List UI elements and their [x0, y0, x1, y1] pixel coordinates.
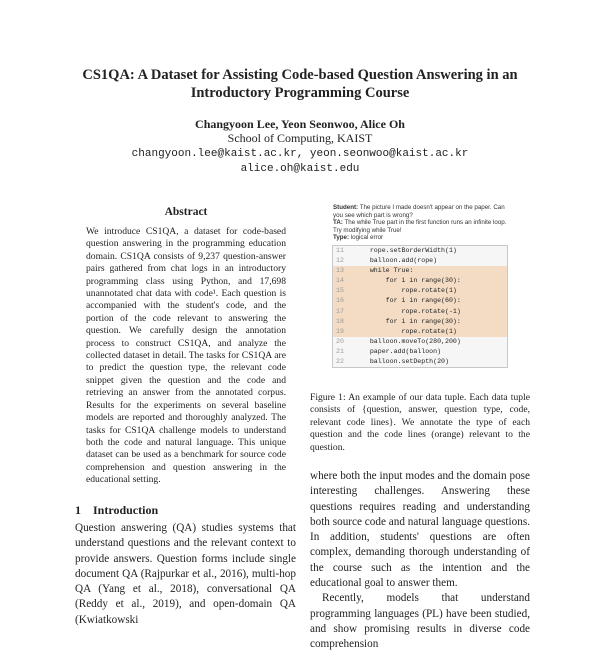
- code-text: rope.setBorderWidth(1): [354, 246, 457, 254]
- code-line: [333, 266, 507, 276]
- code-line: [333, 256, 507, 266]
- email-line-2: alice.oh@kaist.edu: [240, 163, 360, 175]
- email-line-1: changyoon.lee@kaist.ac.kr, yeon.seonwoo@kaist.ac.kr: [131, 148, 469, 160]
- code-line: [333, 276, 507, 286]
- line-number: 18: [336, 317, 344, 325]
- code-text: rope.rotate(1): [354, 287, 457, 295]
- section-heading-introduction: [75, 503, 158, 518]
- section-number: 1: [75, 503, 81, 517]
- code-text: for i in range(30):: [354, 317, 461, 325]
- code-snippet: [332, 245, 508, 368]
- code-text: while True:: [354, 267, 414, 275]
- code-text: for i in range(30):: [354, 277, 461, 285]
- line-number: 15: [336, 287, 344, 295]
- intro-paragraph: Question answering (QA) studies systems that understand questions and the relevant context to provide answers. Question forms include single document QA (Rajpurkar et al., 2016), multi-hop QA (Yang et al., 2018), conversational QA (Reddy et al., 2019), and open-domain QA (Kwiatkowski: [75, 522, 296, 626]
- right-column-body: [310, 469, 530, 653]
- code-text: balloon.setDepth(20): [354, 358, 449, 365]
- abstract-body: We introduce CS1QA, a dataset for code-based question answering in the programming education domain. CS1QA consists of 9,237 question-answer pairs gathered from chat logs in an introductory programming class using Python, and 17,698 unannotated chat data with code¹. Each question is accompanied with the student's code, and the portion of the code relevant to answering the question. We carefully design the annotation process to construct CS1QA, and analyze the collected dataset in detail. The tasks for CS1QA are to predict the question type, the relevant code snippet given the question and the code and retrieving an answer from the annotated corpus. Results for the experiments on several baseline models are reported and thoroughly analyzed. The tasks for CS1QA challenge models to understand both the code and natural language. This unique dataset can be used as a benchmark for source code comprehension and question answering in the educational setting.: [86, 226, 286, 486]
- line-number: 20: [336, 337, 344, 345]
- line-number: 13: [336, 267, 344, 275]
- code-line: [333, 286, 507, 296]
- affiliation: School of Computing, KAIST: [227, 131, 373, 145]
- student-question: [333, 204, 507, 219]
- ta-answer: [333, 219, 507, 234]
- line-number: 22: [336, 358, 344, 365]
- code-line: [333, 246, 507, 256]
- abstract-heading: Abstract: [164, 206, 208, 218]
- code-text: rope.rotate(1): [354, 327, 457, 335]
- code-line: [333, 337, 507, 347]
- code-text: rope.rotate(-1): [354, 307, 461, 315]
- line-number: 16: [336, 297, 344, 305]
- right-paragraph-2: Recently, models that understand programming languages (PL) have been studied, and show promising results in diverse code comprehension: [310, 592, 530, 651]
- code-line: [333, 317, 507, 327]
- authors: Changyoon Lee, Yeon Seonwoo, Alice Oh: [195, 117, 405, 131]
- code-text: balloon.moveTo(280,200): [354, 337, 461, 345]
- code-line: [333, 347, 507, 357]
- student-text: The picture I made doesn't appear on the paper. Can you see which part is wrong?: [333, 204, 505, 219]
- line-number: 11: [336, 246, 344, 254]
- code-text: balloon.add(rope): [354, 257, 438, 265]
- line-number: 17: [336, 307, 344, 315]
- line-number: 12: [336, 257, 344, 265]
- code-text: paper.add(balloon): [354, 347, 442, 355]
- code-line: [333, 296, 507, 306]
- type-value: logical error: [350, 234, 384, 242]
- code-line: [333, 307, 507, 317]
- line-number: 21: [336, 347, 344, 355]
- code-line: [333, 327, 507, 337]
- question-type: [333, 234, 507, 242]
- ta-text: The while True part in the first function runs an infinite loop. Try modifying while True!: [333, 219, 507, 234]
- introduction-body: [75, 521, 296, 628]
- title-line-1: CS1QA: A Dataset for Assisting Code-based Question Answering in an: [82, 67, 518, 83]
- code-line: [333, 357, 507, 367]
- paper-title: [0, 66, 600, 102]
- section-title: Introduction: [93, 503, 159, 517]
- line-number: 14: [336, 277, 344, 285]
- title-line-2: Introductory Programming Course: [190, 85, 410, 101]
- figure-1: [332, 203, 508, 383]
- type-label: Type:: [333, 234, 350, 242]
- right-paragraph-1: where both the input modes and the domain pose interesting challenges. Answering these questions requires reading and understanding both source code and natural language questions. In addition, students' questions are often complex, demanding thorough understanding of the course such as the intention and the educational goal to answer them.: [310, 470, 530, 590]
- ta-label: TA:: [333, 219, 343, 227]
- code-text: for i in range(60):: [354, 297, 461, 305]
- figure-caption: Figure 1: An example of our data tuple. Each data tuple consists of {question, answer, question type, code, relevant code lines}. We annotate the type of each question and the code lines (orange) relevant to the question.: [310, 392, 530, 453]
- line-number: 19: [336, 327, 344, 335]
- student-label: Student:: [333, 204, 359, 211]
- figure-qa-header: [332, 203, 508, 245]
